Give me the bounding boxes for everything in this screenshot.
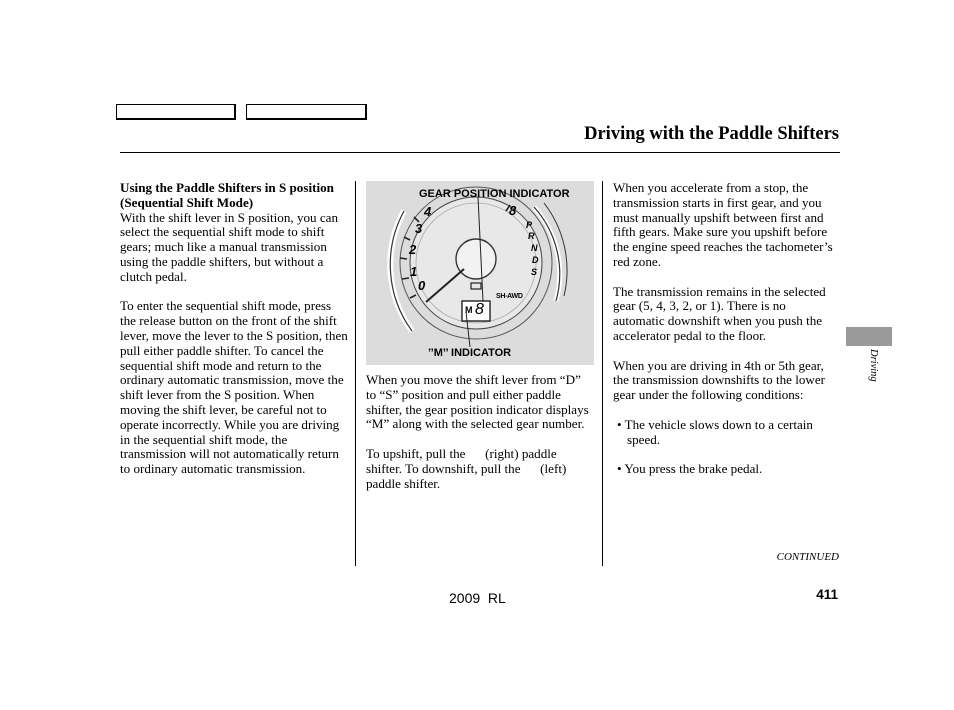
section-label: Driving bbox=[868, 349, 879, 382]
column-divider bbox=[355, 181, 356, 566]
gauge-number: 8 bbox=[509, 203, 517, 218]
gauge-number: 2 bbox=[409, 242, 417, 257]
gear-letter: P bbox=[526, 220, 533, 230]
column-2 bbox=[366, 373, 594, 491]
paragraph: With the shift lever in S position, you can select the sequential shift mode to shift gears; much like a manual transmission using the paddle shifters, but without a clutch pedal. bbox=[120, 209, 339, 284]
gear-position-indicator-label: GEAR POSITION INDICATOR bbox=[419, 188, 570, 200]
paragraph: To enter the sequential shift mode, press the release button on the front of the shift lever, move the lever to the S position, then pull either paddle shifter. To cancel the sequential shift mode and return to the ordinary automatic transmission, move the shift lever from the S position. When moving the shift lever, be careful not to operate incorrectly. While you are driving in the sequential shift mode, the transmission will not automatically return to ordinary automatic transmission. bbox=[120, 298, 348, 477]
gear-letter: R bbox=[528, 231, 535, 241]
section-tab bbox=[846, 327, 892, 346]
gauge-number: 4 bbox=[424, 204, 432, 219]
bullet-item: • You press the brake pedal. bbox=[617, 461, 763, 477]
paragraph: When you move the shift lever from “D” to “S” position and pull either paddle shifter, the gear position indicator displays “M” along with the selected gear number. bbox=[366, 372, 589, 432]
gauge-number: 0 bbox=[418, 278, 426, 293]
page-title: Driving with the Paddle Shifters bbox=[584, 124, 839, 144]
title-rule bbox=[120, 152, 840, 153]
m-indicator: M bbox=[465, 305, 473, 315]
gear-letter: D bbox=[532, 255, 539, 265]
gauge-number: 3 bbox=[415, 221, 423, 236]
gear-digit: 8 bbox=[475, 301, 484, 318]
gauge-drawing bbox=[366, 181, 594, 365]
bullet-item: • The vehicle slows down to a certain speed. bbox=[617, 416, 813, 447]
gear-letter: S bbox=[531, 267, 538, 277]
page-number: 411 bbox=[816, 587, 838, 602]
column-divider bbox=[602, 181, 603, 566]
paragraph: When you are driving in 4th or 5th gear, the transmission downshifts to the lower gear under the following conditions: bbox=[613, 357, 826, 403]
section-heading: Using the Paddle Shifters in S position (Sequential Shift Mode) bbox=[120, 180, 334, 210]
paragraph: To upshift, pull the (right) paddle shifter. To downshift, pull the (left) paddle shifter. bbox=[366, 445, 570, 491]
gear-letter: N bbox=[531, 243, 538, 253]
gauge-number: 1 bbox=[410, 264, 418, 279]
nav-button-previous[interactable] bbox=[116, 104, 236, 120]
column-1 bbox=[120, 181, 348, 477]
model-footer: 2009 RL bbox=[449, 590, 506, 606]
paragraph: The transmission remains in the selected gear (5, 4, 3, 2, or 1). There is no automatic downshift when you push the accelerator pedal to the floor. bbox=[613, 283, 826, 343]
paragraph: When you accelerate from a stop, the transmission starts in first gear, and you must manually upshift between first and fifth gears. Make sure you upshift before the engine speed reaches the tachometer’s red zone. bbox=[613, 180, 833, 269]
sh-awd-badge: SH-AWD bbox=[496, 293, 523, 300]
continued-label: CONTINUED bbox=[776, 551, 839, 563]
m-indicator-label: ’’M’’ INDICATOR bbox=[428, 347, 512, 359]
column-3 bbox=[613, 181, 835, 477]
gauge-illustration bbox=[366, 181, 594, 365]
nav-button-next[interactable] bbox=[246, 104, 367, 120]
